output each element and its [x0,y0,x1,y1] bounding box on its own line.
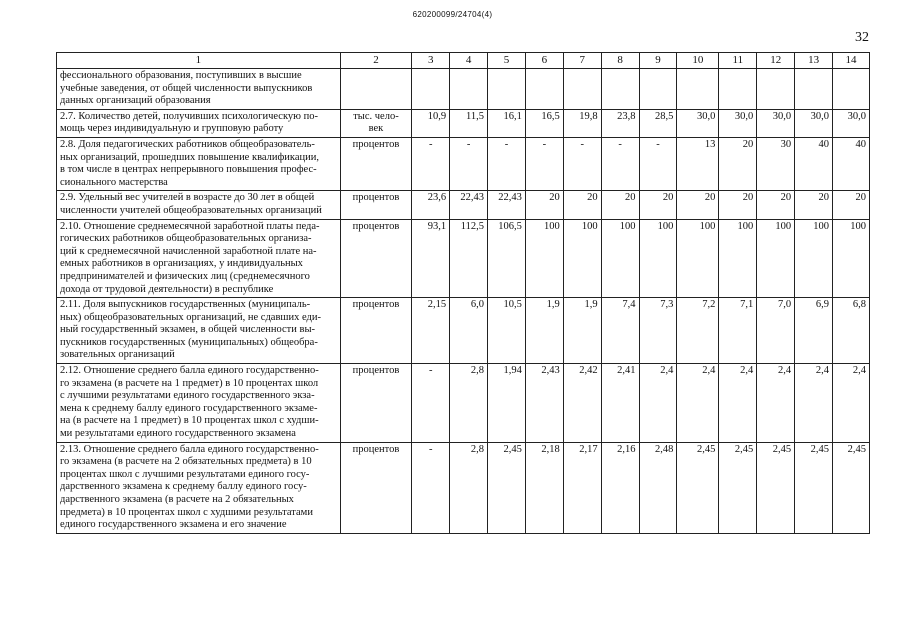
unit-line: процентов [352,138,400,150]
indicator-description [57,442,341,533]
value-cell: 2,41 [601,364,639,443]
value-cell: 30 [757,137,795,190]
unit-line: век [368,123,384,135]
value-cell: 6,0 [450,298,488,364]
unit-line: тыс. чело- [353,110,399,122]
indicator-description [57,69,341,110]
value-cell: 1,9 [525,298,563,364]
value-cell [639,69,677,110]
value-cell: 2,8 [450,442,488,533]
description-line: фессионального образования, поступивших в высшие [60,70,302,81]
page-number: 32 [855,30,869,45]
column-header: 7 [563,53,601,69]
table-row [57,191,870,219]
table-row [57,298,870,364]
table-body [57,53,870,534]
value-cell: 7,0 [757,298,795,364]
description-line: предпринимателей и физических лиц (среднемесячного [60,270,310,282]
value-cell: 93,1 [412,219,450,298]
value-cell: - [563,137,601,190]
value-cell: 2,18 [525,442,563,533]
value-cell: 7,3 [639,298,677,364]
description-line: дарственного экзамена к среднему баллу единого госу- [60,481,307,493]
indicator-description [57,219,341,298]
description-line: пускников государственных (муниципальных) общеобра- [60,336,318,348]
value-cell: 30,0 [677,109,719,137]
description-line: предмета) в 10 процентах школ с худшими результатами [60,506,313,518]
value-cell [719,69,757,110]
value-cell [488,69,526,110]
value-cell [525,69,563,110]
description-line: ных) общеобразовательных организаций, не сдавших еди- [60,311,321,323]
column-header: 10 [677,53,719,69]
value-cell: 2,45 [719,442,757,533]
table-row [57,442,870,533]
value-cell: 20 [833,191,870,219]
value-cell: - [412,442,450,533]
value-cell: 30,0 [719,109,757,137]
indicators-table [56,52,870,534]
column-header: 5 [488,53,526,69]
value-cell: 2,45 [488,442,526,533]
value-cell: 2,45 [833,442,870,533]
value-cell [833,69,870,110]
value-cell: - [488,137,526,190]
unit-line: процентов [352,299,400,311]
value-cell: 30,0 [795,109,833,137]
table-row [57,69,870,110]
unit-cell [340,442,412,533]
description-line: 2.11. Доля выпускников государственных (муниципаль- [60,299,311,311]
value-cell: 20 [757,191,795,219]
value-cell [795,69,833,110]
value-cell: - [412,364,450,443]
unit-cell [340,137,412,190]
indicator-description [57,109,341,137]
indicator-description [57,364,341,443]
indicator-description [57,191,341,219]
description-line: ных организаций, прошедших повышение квалификации, [60,151,320,163]
value-cell: 2,15 [412,298,450,364]
description-line: учебные заведения, от общей численности выпускников [60,82,313,94]
description-line: данных организаций образования [60,95,211,107]
indicator-description [57,298,341,364]
value-cell: 20 [525,191,563,219]
description-line: го экзамена (в расчете на 1 предмет) в 10 процентах школ [60,377,319,389]
value-cell: 30,0 [757,109,795,137]
description-line: процентах школ с лучшими результатами единого госу- [60,468,310,480]
unit-cell [340,191,412,219]
value-cell: 2,45 [677,442,719,533]
value-cell: - [601,137,639,190]
column-header: 2 [340,53,412,69]
value-cell: 100 [639,219,677,298]
value-cell: 106,5 [488,219,526,298]
value-cell: 20 [719,191,757,219]
column-header: 13 [795,53,833,69]
unit-cell [340,219,412,298]
description-line: 2.8. Доля педагогических работников общеобразователь- [60,138,315,150]
value-cell: 20 [563,191,601,219]
value-cell: - [639,137,677,190]
column-header: 6 [525,53,563,69]
value-cell: - [450,137,488,190]
table-row [57,219,870,298]
value-cell: 100 [795,219,833,298]
value-cell: 20 [719,137,757,190]
value-cell: 7,1 [719,298,757,364]
value-cell: 2,17 [563,442,601,533]
value-cell: 13 [677,137,719,190]
value-cell: 6,9 [795,298,833,364]
value-cell: 23,6 [412,191,450,219]
value-cell: 100 [601,219,639,298]
unit-line: процентов [352,443,400,455]
value-cell: 2,4 [833,364,870,443]
value-cell [757,69,795,110]
value-cell: 6,8 [833,298,870,364]
description-line: в том числе в центрах непрерывного повышения профес- [60,164,317,176]
value-cell: 40 [795,137,833,190]
value-cell: 100 [563,219,601,298]
value-cell: 20 [639,191,677,219]
column-header: 14 [833,53,870,69]
value-cell [677,69,719,110]
value-cell: - [525,137,563,190]
column-header: 8 [601,53,639,69]
description-line: единого государственного экзамена и его значение [60,519,287,531]
description-line: сионального мастерства [60,176,168,188]
value-cell: 40 [833,137,870,190]
description-line: го экзамена (в расчете на 2 обязательных предмета) в 10 [60,456,312,468]
column-header: 4 [450,53,488,69]
value-cell: 16,1 [488,109,526,137]
column-header: 11 [719,53,757,69]
value-cell: 2,48 [639,442,677,533]
value-cell: 100 [833,219,870,298]
description-line: зовательных организаций [60,349,175,361]
value-cell: 2,43 [525,364,563,443]
value-cell: 1,94 [488,364,526,443]
value-cell: 112,5 [450,219,488,298]
value-cell: 1,9 [563,298,601,364]
description-line: ный государственный экзамен, в общей численности вы- [60,324,316,336]
unit-cell [340,69,412,110]
description-line: гогических работников общеобразовательных организа- [60,233,312,245]
column-header: 9 [639,53,677,69]
value-cell: 100 [757,219,795,298]
value-cell: 100 [719,219,757,298]
column-header: 3 [412,53,450,69]
value-cell [412,69,450,110]
value-cell: 2,4 [719,364,757,443]
value-cell: 2,4 [757,364,795,443]
value-cell: 16,5 [525,109,563,137]
unit-line: процентов [352,192,400,204]
value-cell: 19,8 [563,109,601,137]
description-line: ми результатами единого государственного экзамена [60,428,296,440]
column-header: 12 [757,53,795,69]
value-cell: 11,5 [450,109,488,137]
description-line: с лучшими результатами единого государственного экза- [60,390,315,402]
value-cell: 7,2 [677,298,719,364]
unit-line: процентов [352,220,400,232]
value-cell: 23,8 [601,109,639,137]
value-cell: 28,5 [639,109,677,137]
value-cell: 30,0 [833,109,870,137]
value-cell: 20 [677,191,719,219]
description-line: численности учителей общеобразовательных организаций [60,204,322,216]
description-line: мена к среднему баллу единого государственного экзаме- [60,402,318,414]
table-row [57,364,870,443]
value-cell [563,69,601,110]
indicator-description [57,137,341,190]
value-cell: 2,45 [757,442,795,533]
description-line: 2.13. Отношение среднего балла единого государственно- [60,443,319,455]
value-cell: 2,45 [795,442,833,533]
unit-cell [340,298,412,364]
value-cell: 20 [601,191,639,219]
description-line: дохода от трудовой деятельности) в республике [60,283,274,295]
value-cell: 2,16 [601,442,639,533]
value-cell: 2,4 [639,364,677,443]
table-row [57,109,870,137]
description-line: ций к среднемесячной начисленной заработной плате на- [60,245,317,257]
value-cell: - [412,137,450,190]
description-line: дарственного экзамена (в расчете на 2 обязательных [60,494,294,505]
table-row [57,137,870,190]
header-row [57,53,870,69]
unit-cell [340,109,412,137]
value-cell: 20 [795,191,833,219]
value-cell: 100 [525,219,563,298]
unit-line: процентов [352,365,400,377]
description-line: емных работников в организациях, у индивидуальных [60,258,303,270]
description-line: 2.10. Отношение среднемесячной заработной платы педа- [60,220,320,232]
description-line: 2.9. Удельный вес учителей в возрасте до 30 лет в общей [60,192,315,204]
value-cell: 100 [677,219,719,298]
description-line: 2.7. Количество детей, получивших психологическую по- [60,110,318,122]
document-id: 620200099/24704(4) [412,10,493,19]
value-cell: 2,4 [795,364,833,443]
description-line: на (в расчете на 1 предмет) в 10 процентах школ с худши- [60,415,319,427]
description-line: мощь через индивидуальную и групповую работу [60,123,284,135]
value-cell: 22,43 [488,191,526,219]
value-cell: 10,9 [412,109,450,137]
value-cell: 2,8 [450,364,488,443]
value-cell: 7,4 [601,298,639,364]
value-cell: 2,42 [563,364,601,443]
value-cell [601,69,639,110]
value-cell [450,69,488,110]
value-cell: 2,4 [677,364,719,443]
description-line: 2.12. Отношение среднего балла единого государственно- [60,365,319,377]
unit-cell [340,364,412,443]
value-cell: 10,5 [488,298,526,364]
value-cell: 22,43 [450,191,488,219]
column-header: 1 [57,53,341,69]
